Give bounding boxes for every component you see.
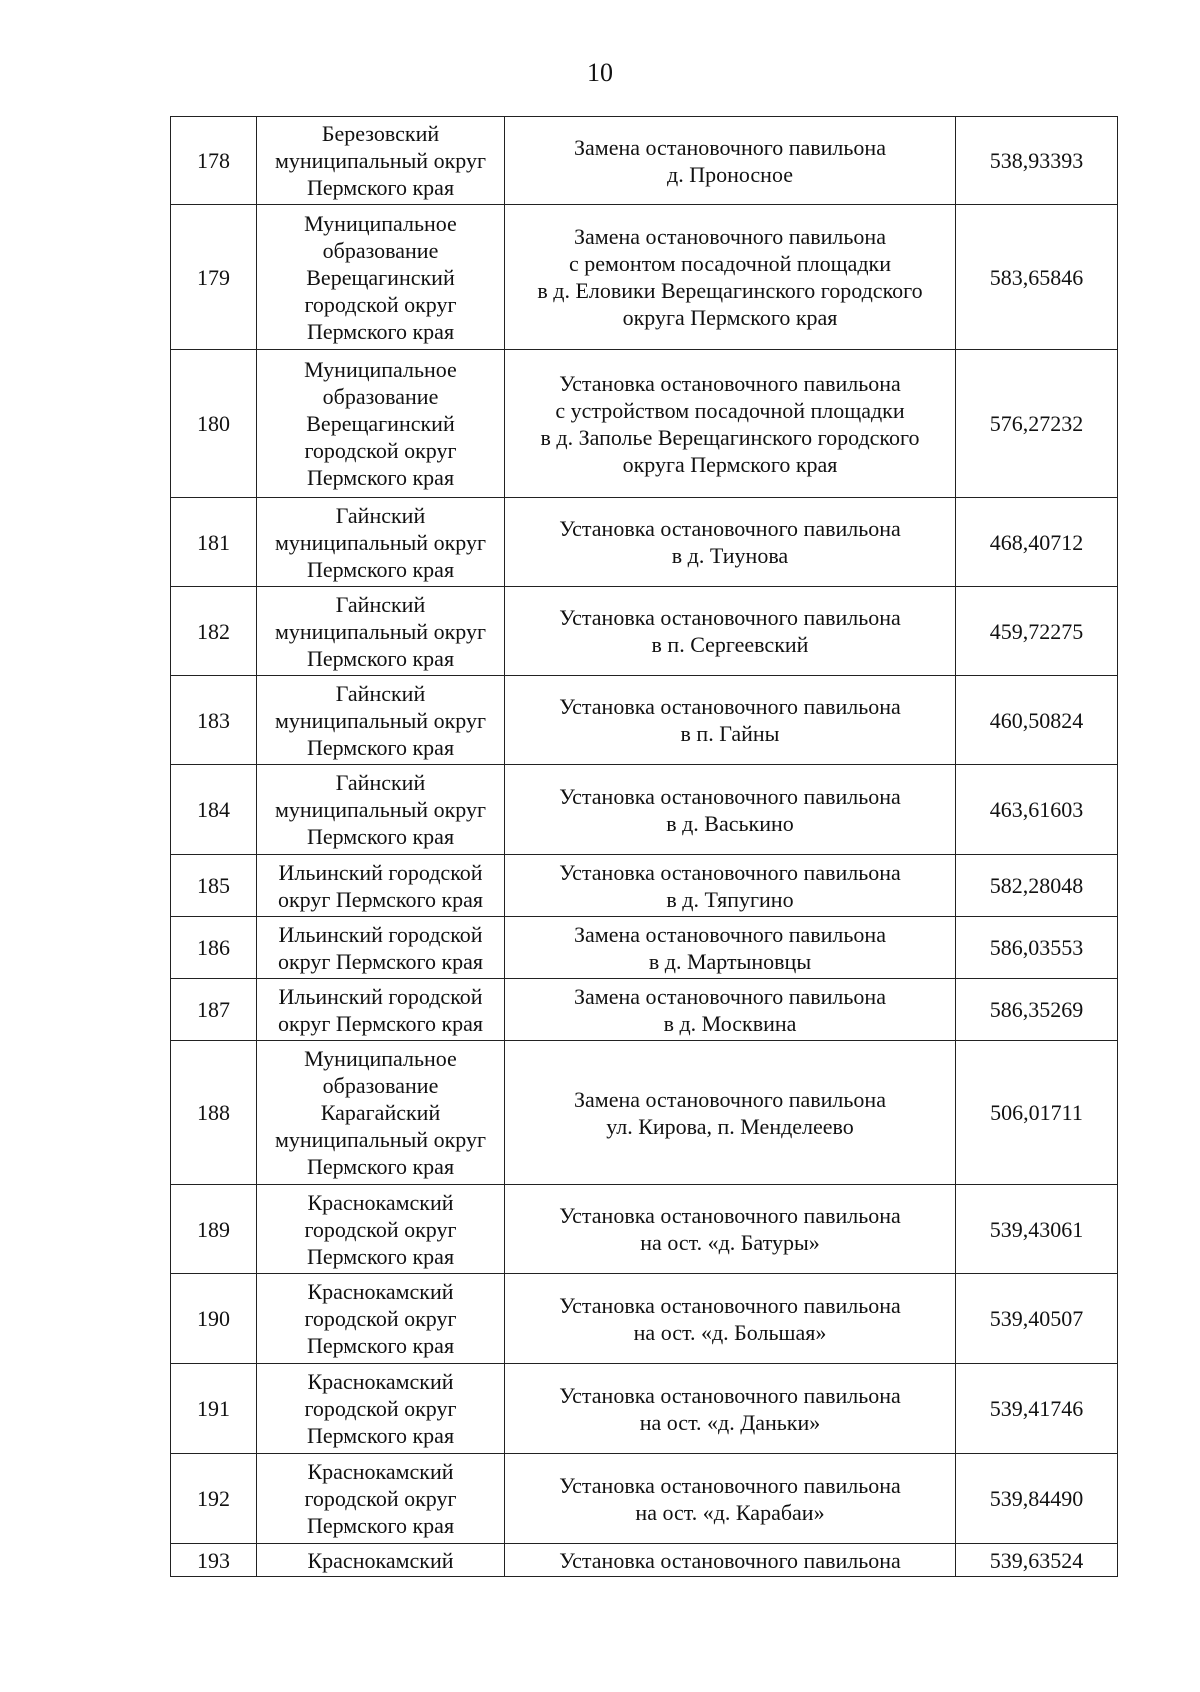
- description-cell: Установка остановочного павильона в п. Гайны: [505, 676, 956, 765]
- row-number: 186: [171, 917, 257, 979]
- description-cell: Установка остановочного павильона в д. Васькино: [505, 765, 956, 855]
- municipality-cell: Муниципальное образование Верещагинский городской округ Пермского края: [257, 205, 505, 350]
- amount-cell: 539,84490: [956, 1454, 1118, 1544]
- amount-cell: 460,50824: [956, 676, 1118, 765]
- table-row: [171, 676, 1118, 765]
- row-number: 184: [171, 765, 257, 855]
- row-number: 179: [171, 205, 257, 350]
- description-cell: Замена остановочного павильона ул. Кирова, п. Менделеево: [505, 1041, 956, 1185]
- municipality-cell: Краснокамский городской округ Пермского края: [257, 1185, 505, 1274]
- amount-cell: 468,40712: [956, 498, 1118, 587]
- amount-cell: 539,40507: [956, 1274, 1118, 1364]
- table-row: [171, 765, 1118, 855]
- amount-cell: 539,63524: [956, 1544, 1118, 1577]
- description-cell: Замена остановочного павильона в д. Мартыновцы: [505, 917, 956, 979]
- row-number: 183: [171, 676, 257, 765]
- row-number: 193: [171, 1544, 257, 1577]
- municipality-cell: Гайнский муниципальный округ Пермского края: [257, 676, 505, 765]
- row-number: 191: [171, 1364, 257, 1454]
- municipality-cell: Березовский муниципальный округ Пермского края: [257, 117, 505, 205]
- description-cell: Установка остановочного павильона в д. Тиунова: [505, 498, 956, 587]
- page-number: 10: [587, 58, 613, 87]
- table-row: [171, 1041, 1118, 1185]
- table-row: [171, 1274, 1118, 1364]
- amount-cell: 539,41746: [956, 1364, 1118, 1454]
- municipality-cell: Ильинский городской округ Пермского края: [257, 979, 505, 1041]
- description-cell: Замена остановочного павильона с ремонтом посадочной площадки в д. Еловики Верещагинского городского округа Пермского края: [505, 205, 956, 350]
- row-number: 178: [171, 117, 257, 205]
- municipality-cell: Краснокамский городской округ Пермского края: [257, 1364, 505, 1454]
- municipality-cell: Муниципальное образование Карагайский муниципальный округ Пермского края: [257, 1041, 505, 1185]
- table-row: [171, 917, 1118, 979]
- amount-cell: 539,43061: [956, 1185, 1118, 1274]
- table-row: [171, 855, 1118, 917]
- municipality-cell: Ильинский городской округ Пермского края: [257, 917, 505, 979]
- description-cell: Замена остановочного павильона д. Проносное: [505, 117, 956, 205]
- municipality-cell: Краснокамский городской округ Пермского края: [257, 1274, 505, 1364]
- row-number: 182: [171, 587, 257, 676]
- municipality-cell: Гайнский муниципальный округ Пермского края: [257, 587, 505, 676]
- amount-cell: 463,61603: [956, 765, 1118, 855]
- table-row: [171, 117, 1118, 205]
- description-cell: Установка остановочного павильона в п. Сергеевский: [505, 587, 956, 676]
- description-cell: Установка остановочного павильона на ост. «д. Батуры»: [505, 1185, 956, 1274]
- table-row: [171, 1364, 1118, 1454]
- description-cell: Замена остановочного павильона в д. Москвина: [505, 979, 956, 1041]
- table-row: [171, 979, 1118, 1041]
- row-number: 188: [171, 1041, 257, 1185]
- table-row: [171, 587, 1118, 676]
- table-row: [171, 1544, 1118, 1577]
- row-number: 189: [171, 1185, 257, 1274]
- description-cell: Установка остановочного павильона с устройством посадочной площадки в д. Заполье Верещагинского городского округа Пермского края: [505, 350, 956, 498]
- municipality-cell: Гайнский муниципальный округ Пермского края: [257, 765, 505, 855]
- table-row: [171, 1454, 1118, 1544]
- municipality-cell: Ильинский городской округ Пермского края: [257, 855, 505, 917]
- table-row: [171, 1185, 1118, 1274]
- municipality-cell: Муниципальное образование Верещагинский городской округ Пермского края: [257, 350, 505, 498]
- row-number: 187: [171, 979, 257, 1041]
- row-number: 185: [171, 855, 257, 917]
- amount-cell: 582,28048: [956, 855, 1118, 917]
- row-number: 181: [171, 498, 257, 587]
- table-row: [171, 350, 1118, 498]
- amount-cell: 538,93393: [956, 117, 1118, 205]
- row-number: 190: [171, 1274, 257, 1364]
- description-cell: Установка остановочного павильона на ост. «д. Карабаи»: [505, 1454, 956, 1544]
- description-cell: Установка остановочного павильона на ост. «д. Большая»: [505, 1274, 956, 1364]
- amount-cell: 583,65846: [956, 205, 1118, 350]
- description-cell: Установка остановочного павильона: [505, 1544, 956, 1577]
- row-number: 192: [171, 1454, 257, 1544]
- municipality-cell: Краснокамский городской округ Пермского края: [257, 1454, 505, 1544]
- municipality-cell: Краснокамский: [257, 1544, 505, 1577]
- amount-cell: 576,27232: [956, 350, 1118, 498]
- municipality-cell: Гайнский муниципальный округ Пермского края: [257, 498, 505, 587]
- amount-cell: 459,72275: [956, 587, 1118, 676]
- amount-cell: 586,03553: [956, 917, 1118, 979]
- table-row: [171, 205, 1118, 350]
- description-cell: Установка остановочного павильона в д. Тяпугино: [505, 855, 956, 917]
- table-row: [171, 498, 1118, 587]
- amount-cell: 506,01711: [956, 1041, 1118, 1185]
- amount-cell: 586,35269: [956, 979, 1118, 1041]
- description-cell: Установка остановочного павильона на ост. «д. Даньки»: [505, 1364, 956, 1454]
- row-number: 180: [171, 350, 257, 498]
- table-body: [171, 117, 1118, 1577]
- pavilion-table: [170, 116, 1118, 1577]
